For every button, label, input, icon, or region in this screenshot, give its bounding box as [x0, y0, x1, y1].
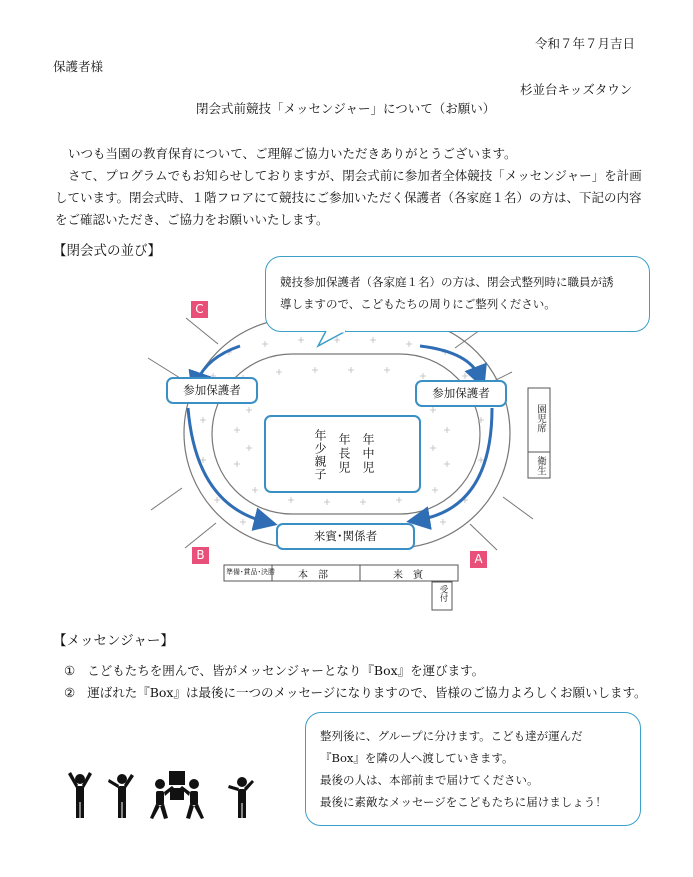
- list-item-2: ② 運ばれた『Box』は最後に一つのメッセージになりますので、皆様のご協力よろしくお願いします。: [64, 685, 647, 700]
- arrow-right-top: [420, 346, 480, 378]
- body-line-2: しています。閉会式時、１階フロアにて競技にご参加いただく保護者（各家庭１名）の方は、下記の内容: [55, 190, 642, 205]
- list-item-1: ① こどもたちを囲んで、皆がメッセンジャーとなり『Box』を運びます。: [64, 663, 485, 678]
- section-heading-messenger: 【メッセンジャー】: [53, 633, 174, 649]
- label-guests-table: 来 賓: [393, 570, 423, 581]
- section-heading-ceremony: 【閉会式の並び】: [53, 243, 161, 259]
- label-prep-prizes: 準備･賞品･決勝: [226, 568, 275, 576]
- children-area: [264, 415, 421, 493]
- marker-a: A: [470, 551, 487, 568]
- document-title: 閉会式前競技「メッセンジャー」について（お願い）: [196, 101, 496, 116]
- body-line-1: さて、プログラムでもお知らせしておりますが、閉会式前に参加者全体競技「メッセンジャー」を計画: [68, 168, 642, 183]
- participant-parents-left: 参加保護者: [166, 377, 258, 404]
- center-col-year-junior: 年少親子: [313, 429, 327, 481]
- callout-guidance: 競技参加保護者（各家庭１名）の方は、閉会式整列時に職員が誘 導しますので、こどもたちの周りにご整列ください。: [265, 256, 650, 332]
- recipient: 保護者様: [53, 59, 104, 74]
- participant-parents-right: 参加保護者: [415, 380, 507, 407]
- marker-c: C: [191, 301, 208, 318]
- label-reception: 受付: [438, 585, 448, 602]
- marker-b: B: [192, 547, 209, 564]
- arrow-right-bottom: [418, 408, 492, 520]
- guests-area: 来賓･関係者: [276, 523, 415, 550]
- label-children-seats: 園児席: [535, 404, 546, 433]
- label-hygiene: 衛生: [535, 456, 546, 475]
- people-pictogram-icon: [64, 768, 264, 828]
- callout-instructions: 整列後に、グループに分けます。こども達が運んだ 『Box』を隣の人へ渡していきます。 最後の人は、本部前まで届けてください。 最後に素敵なメッセージをこどもたちに届けましょう！: [305, 712, 641, 826]
- center-col-year-middle: 年中児: [361, 433, 375, 475]
- center-col-year-senior: 年長児: [337, 433, 351, 475]
- body-line-3: をご確認いただき、ご協力をお願いいたします。: [55, 212, 329, 227]
- sender: 杉並台キッズタウン: [520, 82, 633, 97]
- greeting-paragraph: いつも当園の教育保育について、ご理解ご協力いただきありがとうございます。: [68, 146, 517, 161]
- label-headquarters: 本 部: [298, 570, 328, 581]
- date: 令和７年７月吉日: [535, 36, 636, 51]
